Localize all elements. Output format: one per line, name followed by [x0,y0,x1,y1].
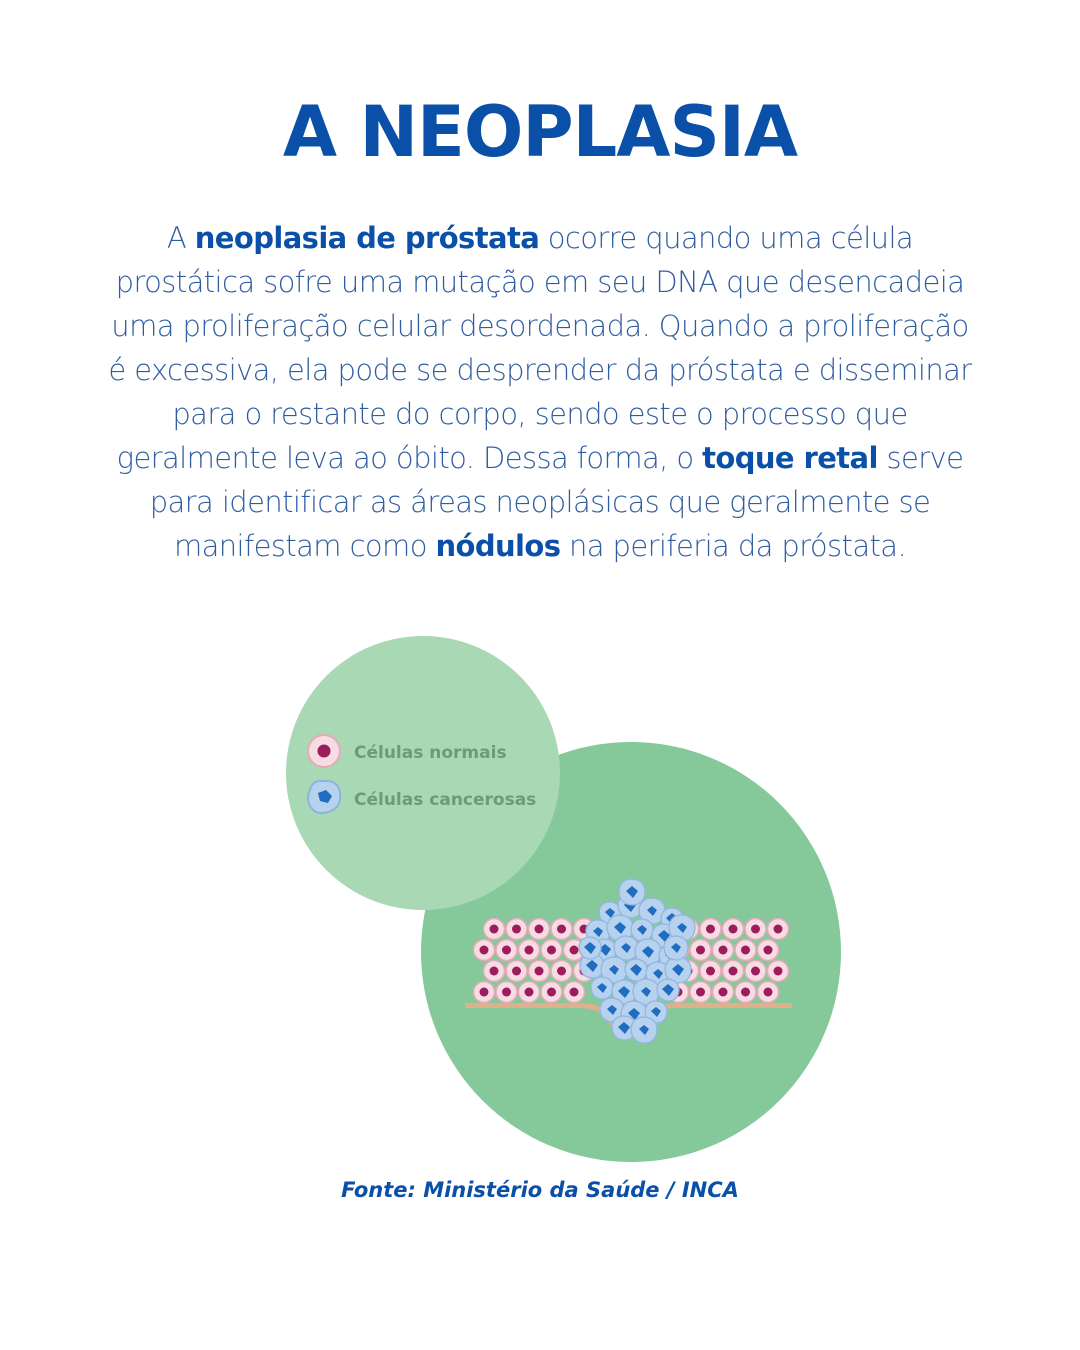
highlight-toque-retal: toque retal [702,441,878,475]
paragraph-text-3: serve para identificar as áreas neoplásicas que geralmente se manifestam como [149,441,964,563]
normal-cell-nucleus [557,967,566,976]
normal-cell-nucleus [570,946,579,955]
normal-nucleus-icon [318,745,331,758]
normal-cell-nucleus [774,925,783,934]
highlight-neoplasia: neoplasia de próstata [194,221,540,255]
normal-cell-nucleus [719,946,728,955]
normal-cell-nucleus [512,967,521,976]
legend-normal-label: Células normais [354,743,507,763]
normal-cell-nucleus [706,967,715,976]
page-title: A NEOPLASIA [282,91,798,173]
legend-circle [286,636,560,910]
normal-cell-nucleus [729,925,738,934]
normal-cell-nucleus [696,946,705,955]
normal-cell-nucleus [741,946,750,955]
highlight-nodulos: nódulos [435,529,561,563]
normal-cell-nucleus [751,925,760,934]
normal-cell-nucleus [547,946,556,955]
normal-cell-nucleus [696,988,705,997]
normal-cell-nucleus [764,946,773,955]
normal-cell-nucleus [490,967,499,976]
normal-cell-nucleus [502,946,511,955]
normal-cell-nucleus [535,967,544,976]
normal-cell-nucleus [490,925,499,934]
normal-cell-nucleus [512,925,521,934]
normal-cell-nucleus [525,946,534,955]
normal-cell-nucleus [751,967,760,976]
normal-cell-nucleus [706,925,715,934]
normal-cell-nucleus [480,988,489,997]
normal-cell-nucleus [774,967,783,976]
normal-cell-nucleus [535,925,544,934]
normal-cell-nucleus [729,967,738,976]
normal-cell-nucleus [764,988,773,997]
normal-cell-nucleus [570,988,579,997]
legend-cancer-label: Células cancerosas [354,790,537,810]
normal-cell-nucleus [557,925,566,934]
paragraph-text-4: na periferia da próstata. [560,529,907,563]
description-paragraph [100,216,980,568]
normal-cell-nucleus [719,988,728,997]
cell-illustration [280,630,850,1170]
normal-cell-nucleus [741,988,750,997]
paragraph-text-2: ocorre quando uma célula prostática sofre uma mutação em seu DNA que desencadeia uma proliferação celular desordenada. Quando a proliferação é excessiva, ela pode se desprender da próstata e disseminar para o restante do corpo, sendo este o processo que geralmente leva ao óbito. Dessa forma, o [108,221,972,475]
normal-cell-nucleus [502,988,511,997]
normal-cell-nucleus [547,988,556,997]
source-citation: Fonte: Ministério da Saúde / INCA [341,1178,739,1202]
normal-cell-nucleus [480,946,489,955]
paragraph-text-1: A [166,221,195,255]
normal-cell-nucleus [525,988,534,997]
